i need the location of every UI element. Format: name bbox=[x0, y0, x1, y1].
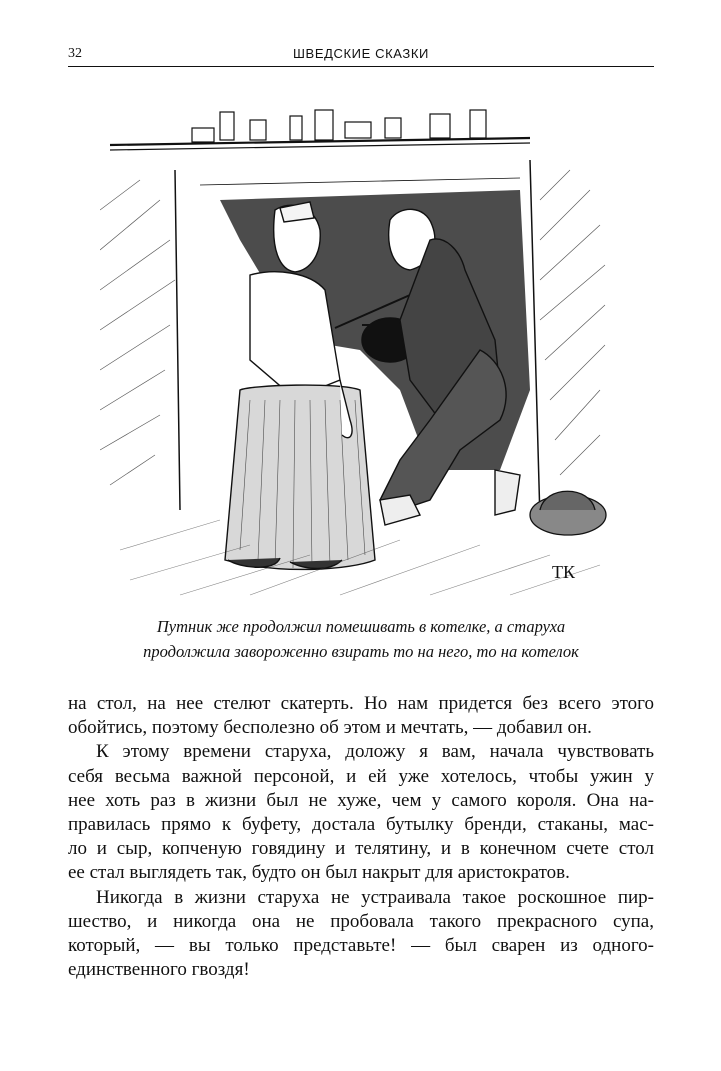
text-line: ее стал выглядеть так, будто он был накрыт для аристократов. bbox=[68, 862, 570, 884]
text-line: единственного гвоздя! bbox=[68, 959, 250, 981]
hat-on-floor bbox=[530, 491, 606, 535]
text-line: К этому времени старуха, доложу я вам, начала чувствовать bbox=[96, 741, 654, 763]
body-text bbox=[68, 692, 654, 982]
running-header bbox=[68, 44, 654, 67]
text-line: шество, и никогда она не пробовала такого прекрасного супа, bbox=[68, 910, 654, 932]
text-line: на стол, на нее стелют скатерть. Но нам придется без всего этого bbox=[68, 693, 654, 714]
page-number: 32 bbox=[68, 46, 82, 61]
caption-line: продолжила завороженно взирать то на него, то на котелок bbox=[143, 642, 579, 661]
caption-line: Путник же продолжил помешивать в котелке, а старуха bbox=[156, 617, 566, 636]
illustration-caption bbox=[68, 614, 654, 664]
illustration bbox=[100, 90, 620, 600]
text-line: Никогда в жизни старуха не устраивала такое роскошное пир- bbox=[96, 886, 654, 908]
text-line: правилась прямо к буфету, достала бутылку бренди, стаканы, мас- bbox=[68, 814, 654, 836]
text-line: обойтись, поэтому бесполезно об этом и мечтать, — добавил он. bbox=[68, 717, 592, 739]
running-title: ШВЕДСКИЕ СКАЗКИ bbox=[293, 46, 429, 61]
text-line: себя весьма важной персоной, и ей уже хотелось, чтобы ужин у bbox=[68, 765, 654, 787]
text-line: который, — вы только представьте! — был сварен из одного- bbox=[68, 935, 654, 957]
text-line: ло и сыр, копченую говядину и телятину, и в конечном счете стол bbox=[68, 838, 654, 860]
shelf bbox=[110, 110, 530, 150]
text-line: нее хоть раз в жизни был не хуже, чем у самого короля. Она на- bbox=[68, 789, 654, 811]
artist-signature: ТК bbox=[552, 562, 576, 582]
